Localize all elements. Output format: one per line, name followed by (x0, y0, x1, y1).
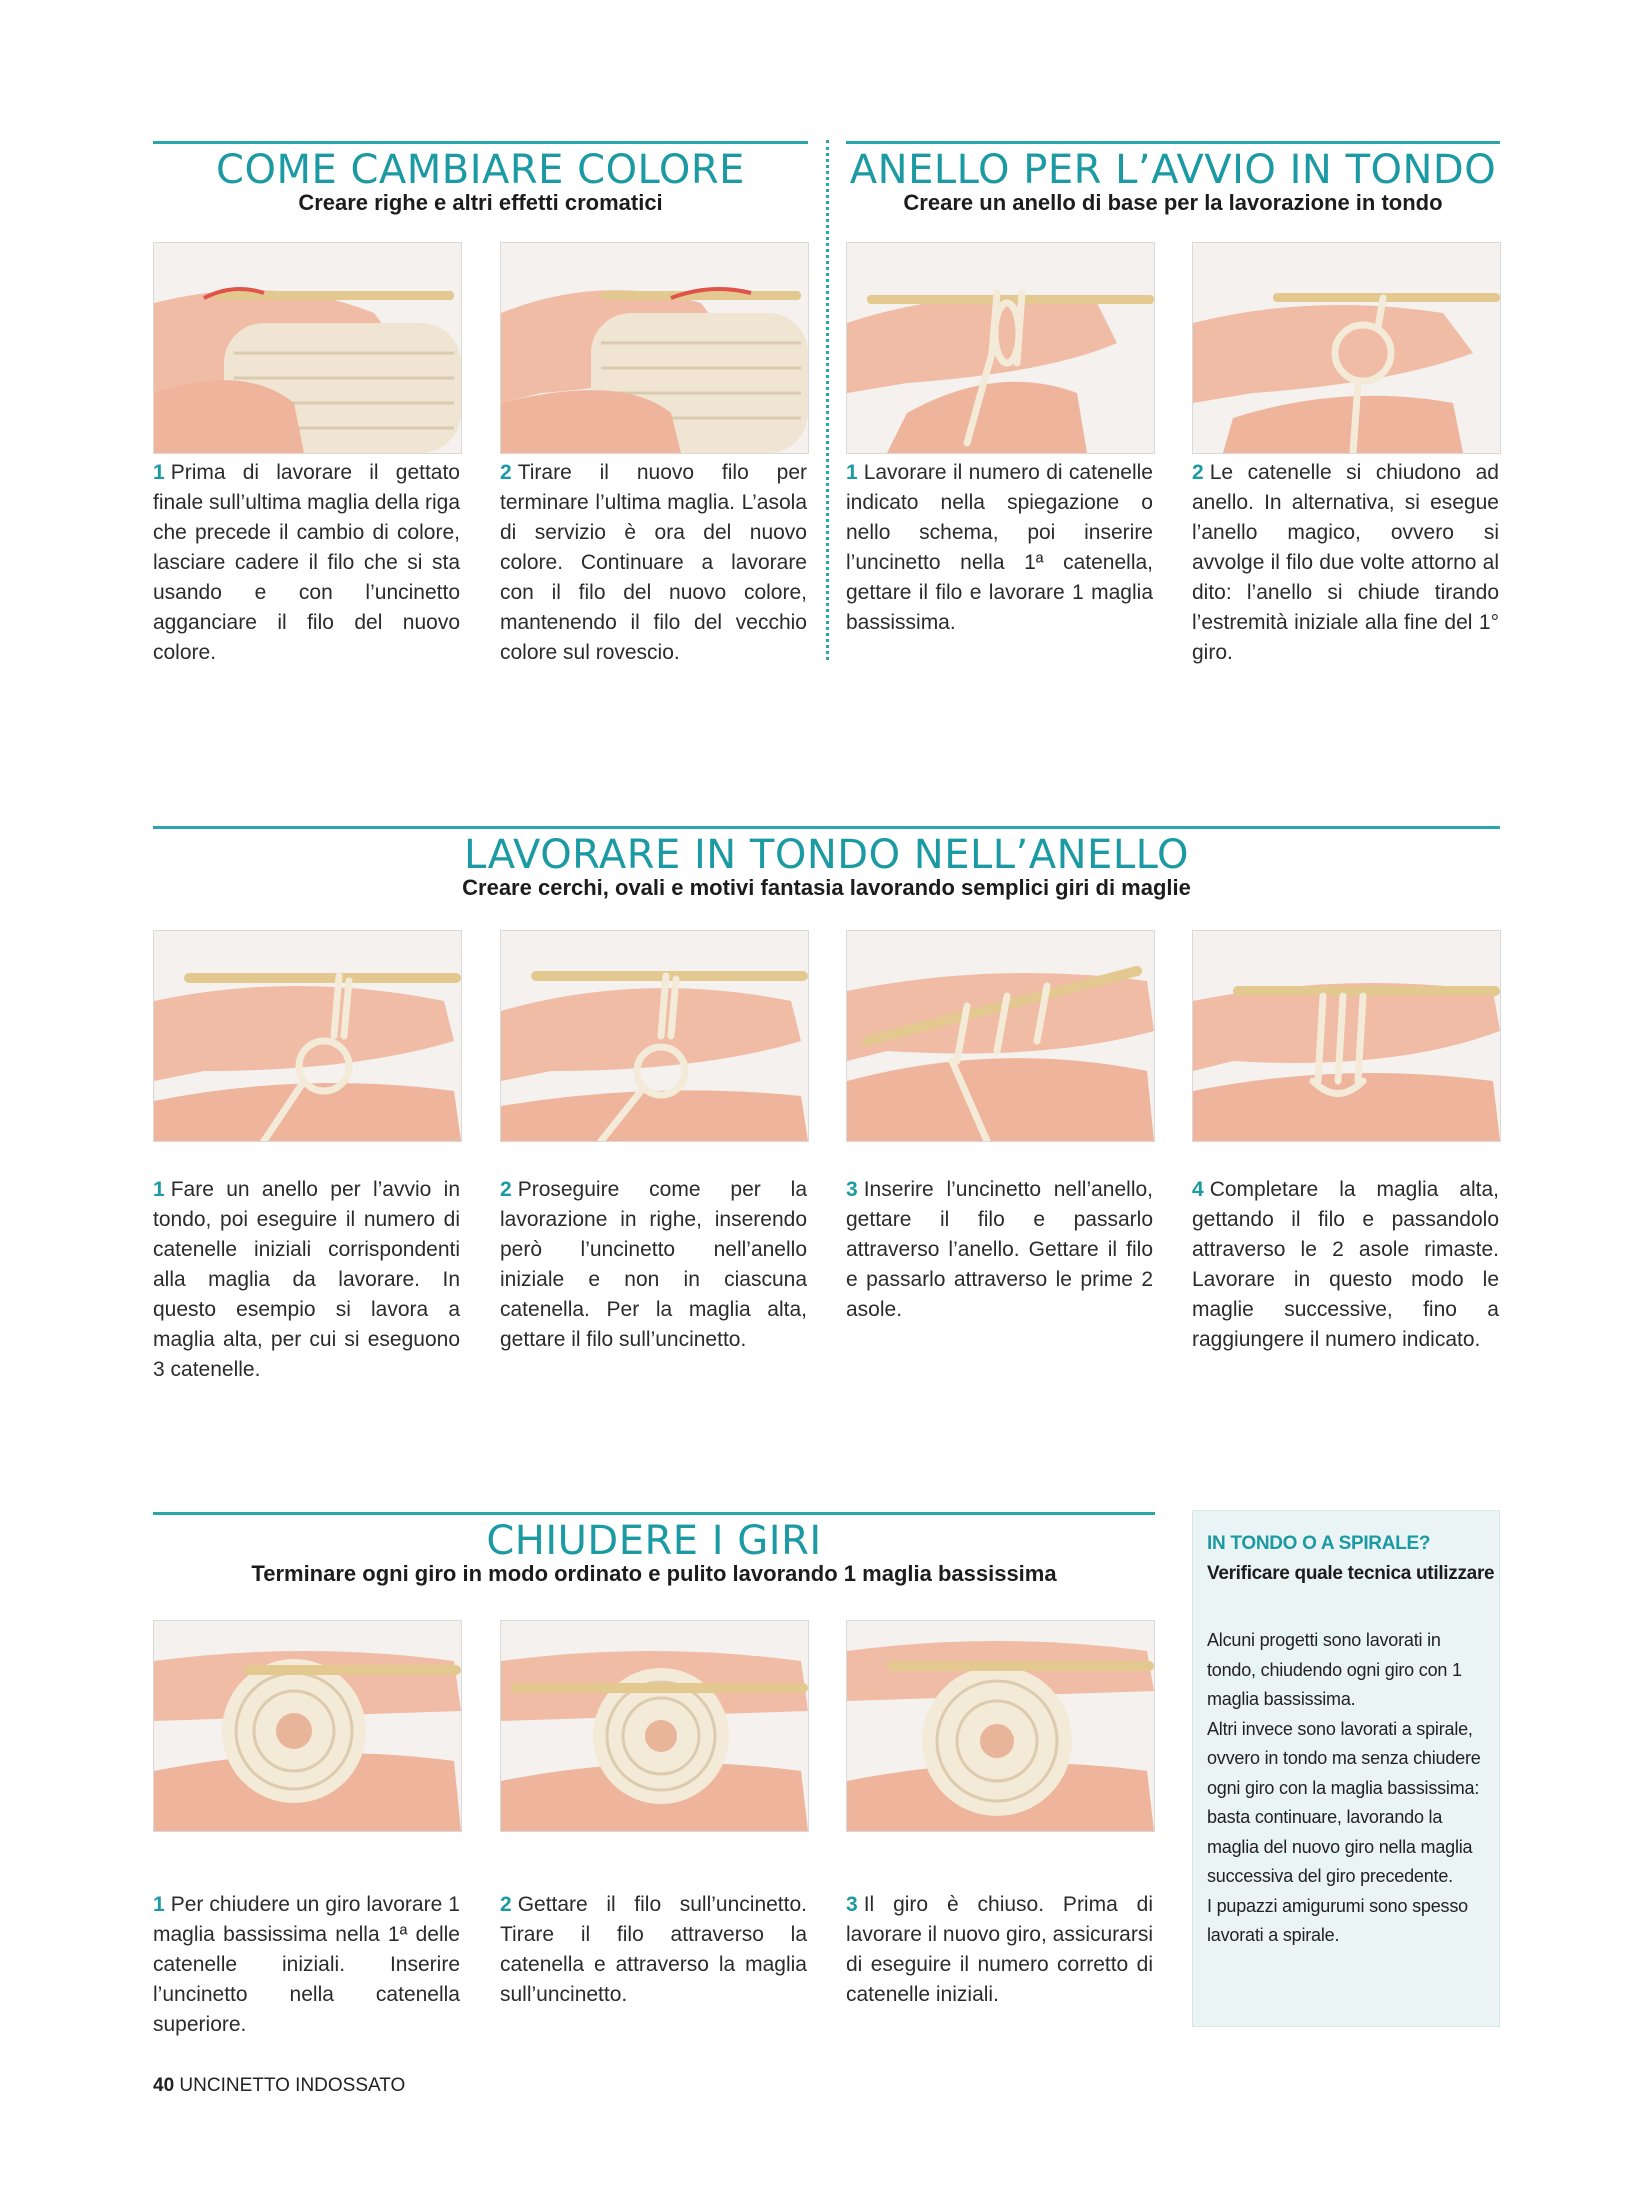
tip-box (1192, 1510, 1500, 2027)
step-text: 1 Prima di lavorare il gettato finale sull’ultima maglia della riga che precede il cambio di colore, lasciare cadere il filo che si sta usando e con l’uncinetto agganciare il filo del nuovo colore. (153, 461, 460, 664)
section-title: LAVORARE IN TONDO NELL’ANELLO (464, 832, 1189, 878)
step-number: 2 (500, 461, 512, 484)
page-footer (153, 2075, 405, 2097)
section-title: ANELLO PER L’AVVIO IN TONDO (849, 147, 1497, 193)
tip-subheading: Verificare quale tecnica utilizzare (1207, 1563, 1495, 1584)
crochet-photo-icon (846, 930, 1155, 1142)
step-text: 2 Tirare il nuovo filo per terminare l’ultima maglia. L’asola di servizio è ora del nuovo colore. Continuare a lavorare con il filo del nuovo colore, mantenendo il filo del vecchio colore sul rovescio. (500, 461, 807, 664)
crochet-photo-icon (846, 1620, 1155, 1832)
crochet-photo-icon (500, 1620, 809, 1832)
section-subtitle: Creare righe e altri effetti cromatici (298, 190, 663, 215)
step-text: 1 Lavorare il numero di catenelle indicato nella spiegazione o nello schema, poi inserire l’uncinetto nella 1ª catenella, gettare il filo e lavorare 1 maglia bassissima. (846, 461, 1153, 634)
step-number: 3 (846, 1178, 858, 1201)
tip-paragraph: I pupazzi amigurumi sono spesso lavorati a spirale. (1207, 1895, 1468, 1945)
step-text: 2 Gettare il filo sull’uncinetto. Tirare il filo attraverso la catenella e attraverso la maglia sull’uncinetto. (500, 1893, 807, 2006)
crochet-photo-icon (153, 1620, 462, 1832)
section-rule (153, 826, 1500, 829)
crochet-photo-icon (846, 242, 1155, 454)
step-number: 4 (1192, 1178, 1204, 1201)
step-number: 3 (846, 1893, 858, 1916)
tip-heading: IN TONDO O A SPIRALE? (1207, 1533, 1431, 1554)
step-number: 2 (500, 1178, 512, 1201)
step-number: 1 (153, 461, 165, 484)
crochet-photo-icon (1192, 242, 1501, 454)
step-text: 3 Il giro è chiuso. Prima di lavorare il nuovo giro, assicurarsi di eseguire il numero corretto di catenelle iniziali. (846, 1893, 1153, 2006)
section-rule (153, 1512, 1155, 1515)
section-subtitle: Terminare ogni giro in modo ordinato e pulito lavorando 1 maglia bassissima (251, 1561, 1057, 1586)
section-title: COME CAMBIARE COLORE (216, 147, 745, 193)
crochet-photo-icon (500, 242, 809, 454)
crochet-photo-icon (1192, 930, 1501, 1142)
step-text: 4 Completare la maglia alta, gettando il filo e passandolo attraverso le 2 asole rimaste. Lavorare in questo modo le maglie successive, fino a raggiungere il numero indicato. (1192, 1178, 1499, 1351)
tip-paragraph: Alcuni progetti sono lavorati in tondo, chiudendo ogni giro con 1 maglia bassissima. (1207, 1630, 1462, 1709)
step-number: 1 (153, 1178, 165, 1201)
crochet-photo-icon (153, 242, 462, 454)
step-text: 1 Fare un anello per l’avvio in tondo, poi eseguire il numero di catenelle iniziali corrispondenti alla maglia da lavorare. In questo esempio si lavora a maglia alta, per cui si eseguono 3 catenelle. (153, 1178, 460, 1381)
step-text: 1 Per chiudere un giro lavorare 1 maglia bassissima nella 1ª delle catenelle iniziali. Inserire l’uncinetto nella catenella superiore. (153, 1893, 460, 2036)
page-number: 40 (153, 2075, 175, 2096)
section-title: CHIUDERE I GIRI (486, 1518, 822, 1564)
step-text: 2 Le catenelle si chiudono ad anello. In alternativa, si esegue l’anello magico, ovvero si avvolge il filo due volte attorno al dito: l’anello si chiude tirando l’estremità iniziale alla fine del 1° giro. (1192, 461, 1499, 664)
column-divider (826, 140, 829, 660)
crochet-photo-icon (153, 930, 462, 1142)
crochet-photo-icon (500, 930, 809, 1142)
tip-body (1207, 1626, 1483, 1951)
step-number: 1 (846, 461, 858, 484)
step-number: 2 (500, 1893, 512, 1916)
step-text: 2 Proseguire come per la lavorazione in righe, inserendo però l’uncinetto nell’anello iniziale e non in ciascuna catenella. Per la maglia alta, gettare il filo sull’uncinetto. (500, 1178, 807, 1351)
tip-paragraph: Altri invece sono lavorati a spirale, ovvero in tondo ma senza chiudere ogni giro con la maglia bassissima: basta continuare, lavorando la maglia del nuovo giro nella maglia successiva del giro precedente. (1207, 1718, 1481, 1886)
section-rule (846, 141, 1500, 144)
step-text: 3 Inserire l’uncinetto nell’anello, gettare il filo e passarlo attraverso l’anello. Gettare il filo e passarlo attraverso le prime 2 asole. (846, 1178, 1153, 1321)
step-number: 2 (1192, 461, 1204, 484)
magazine-name: UNCINETTO INDOSSATO (179, 2075, 406, 2096)
section-subtitle: Creare un anello di base per la lavorazione in tondo (903, 190, 1443, 215)
section-rule (153, 141, 808, 144)
section-subtitle: Creare cerchi, ovali e motivi fantasia lavorando semplici giri di maglie (462, 875, 1191, 900)
step-number: 1 (153, 1893, 165, 1916)
